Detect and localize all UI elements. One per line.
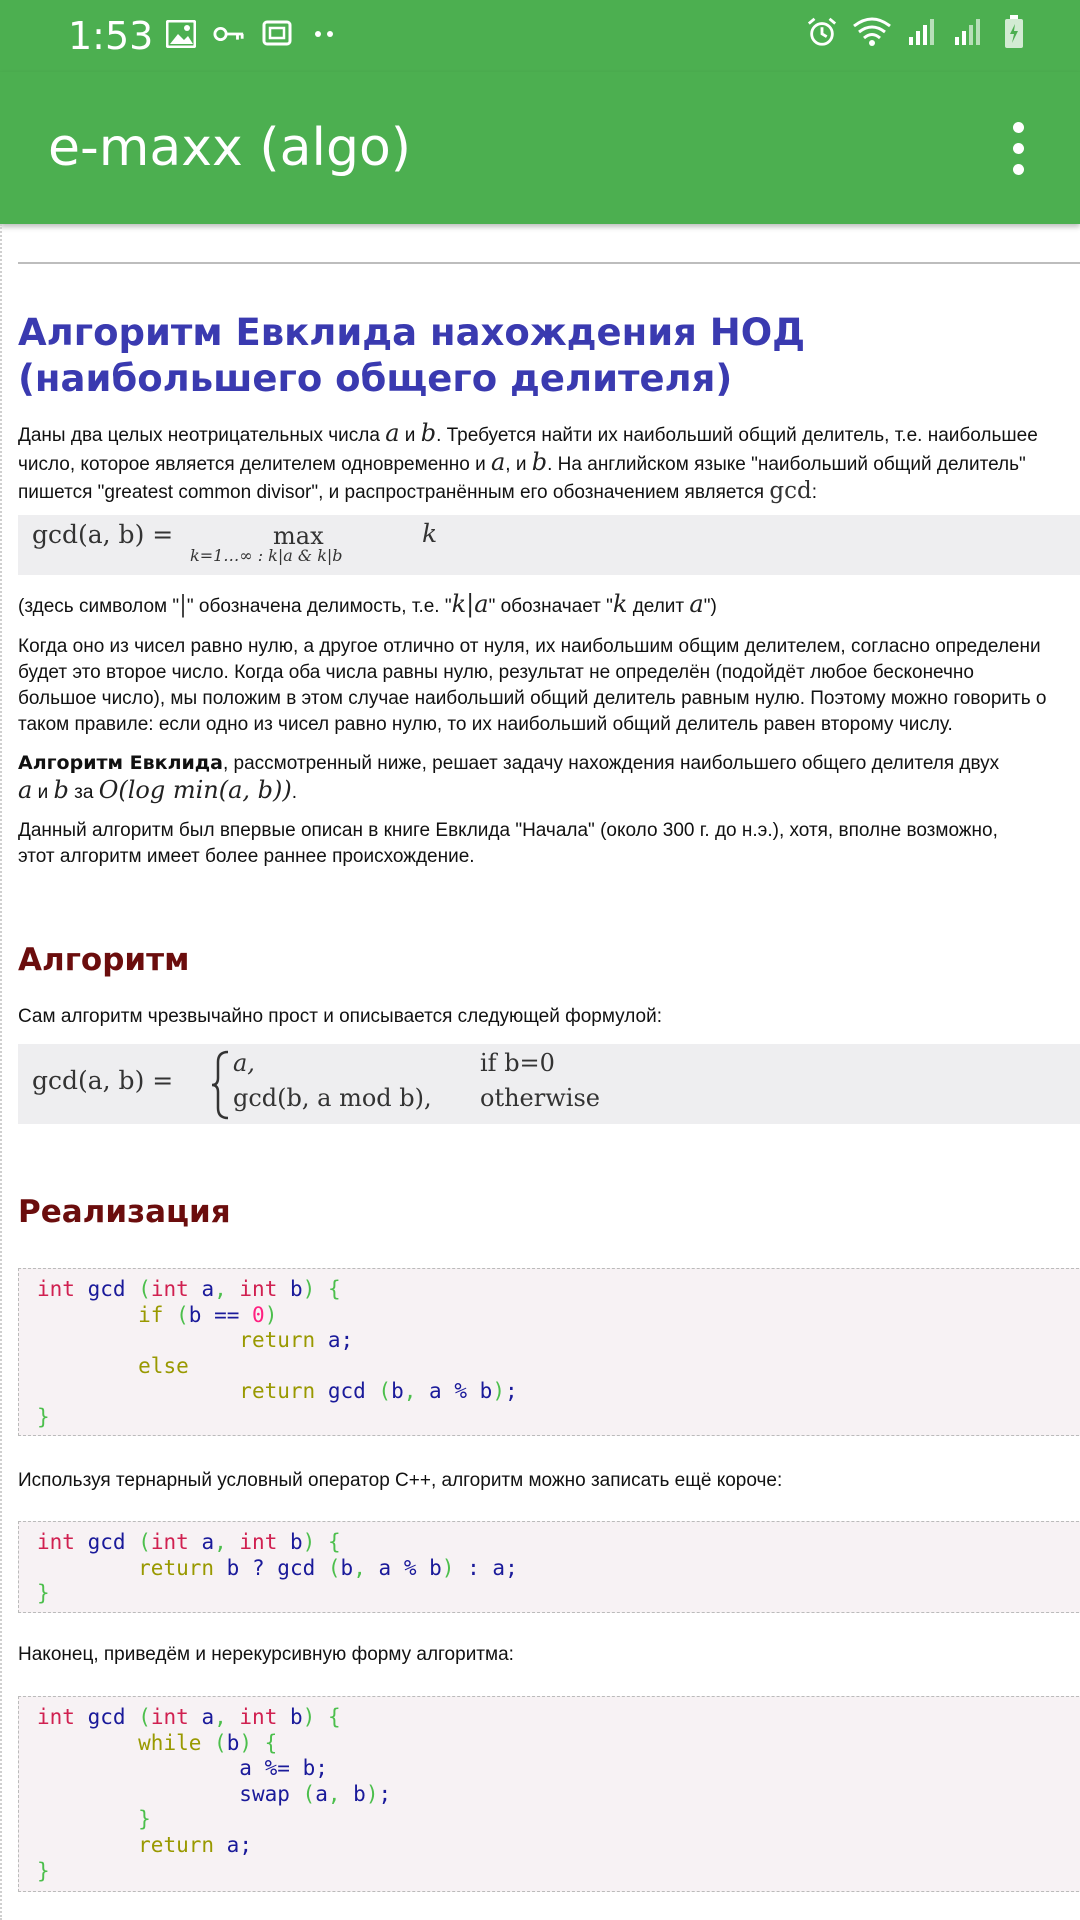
intro-paragraph: Даны два целых неотрицательных числа a и b. Требуется найти их наибольший общий делитель, т.е. наибольшее число, которое является делителем одновременно и a, и b. На английском языке "наибольший общий делитель" пишется "greatest common divisor", и распространённым его обозначением является gcd: (18, 419, 1038, 504)
signal-icon (906, 16, 938, 48)
euclid-paragraph: Алгоритм Евклида, рассмотренный ниже, решает задачу нахождения наибольшего общего делителя двух a и b за O(log min(a, b)). (18, 752, 1000, 804)
nonrecursive-intro: Наконец, приведём и нерекурсивную форму алгоритма: (18, 1644, 514, 1665)
status-bar (0, 0, 1080, 72)
page-title: Алгоритм Евклида нахождения НОД (наибольшего общего делителя) (18, 311, 806, 400)
history-paragraph: Данный алгоритм был впервые описан в книге Евклида "Начала" (около 300 г. до н.э.), хотя, вполне возможно, этот алгоритм имеет более раннее происхождение. (18, 820, 998, 867)
gcd-definition-formula: gcd(a, b) = max k=1…∞ : k|a & k|b k (18, 515, 1080, 575)
battery-charging-icon (998, 16, 1030, 48)
article-content[interactable] (0, 224, 1080, 1920)
code-block-iterative[interactable]: int gcd (int a, int b) { while (b) { a %= b; swap (a, b); } return a; } (18, 1696, 1080, 1892)
signal-icon-2 (952, 16, 984, 48)
brace-icon (210, 1050, 232, 1120)
euclid-formula: gcd(a, b) = a, if b=0 gcd(b, a mod b), otherwise (18, 1044, 1080, 1124)
key-icon (213, 18, 245, 50)
code-block-recursive[interactable]: int gcd (int a, int b) { if (b == 0) return a; else return gcd (b, a % b); } (18, 1268, 1080, 1436)
status-left-icons (165, 18, 341, 50)
algorithm-intro: Сам алгоритм чрезвычайно прост и описывается следующей формулой: (18, 1006, 662, 1027)
more-dots-icon (309, 18, 341, 50)
image-icon (165, 18, 197, 50)
more-vertical-icon[interactable] (990, 116, 1046, 180)
ternary-intro: Используя тернарный условный оператор C++, алгоритм можно записать ещё короче: (18, 1470, 783, 1491)
code-block-ternary[interactable]: int gcd (int a, int b) { return b ? gcd (b, a % b) : a; } (18, 1521, 1080, 1613)
section-heading-algorithm: Алгоритм (18, 942, 190, 978)
app-bar (0, 72, 1080, 224)
wifi-icon (852, 16, 892, 48)
divider (18, 262, 1080, 264)
divisibility-note: (здесь символом "|" обозначена делимость, т.е. "k|a" обозначает "k делит a") (18, 590, 717, 618)
section-heading-implementation: Реализация (18, 1194, 231, 1230)
alarm-icon (806, 16, 838, 48)
app-title: e-maxx (algo) (48, 118, 412, 178)
status-time: 1:53 (68, 14, 154, 58)
zero-case-paragraph: Когда оно из чисел равно нулю, а другое отлично от нуля, их наибольшим общим делителем, согласно определени будет это второе число. Когда оба числа равны нулю, результат не определён (подойдёт любое бесконечно большое число), мы положим в этом случае наибольший общий делитель равным нулю. Поэтому можно говорить о таком правиле: если одно из чисел равно нулю, то их наибольший общий делитель равен второму числу. (18, 636, 1047, 735)
screen-record-icon (261, 18, 293, 50)
status-right-icons (806, 16, 1030, 48)
